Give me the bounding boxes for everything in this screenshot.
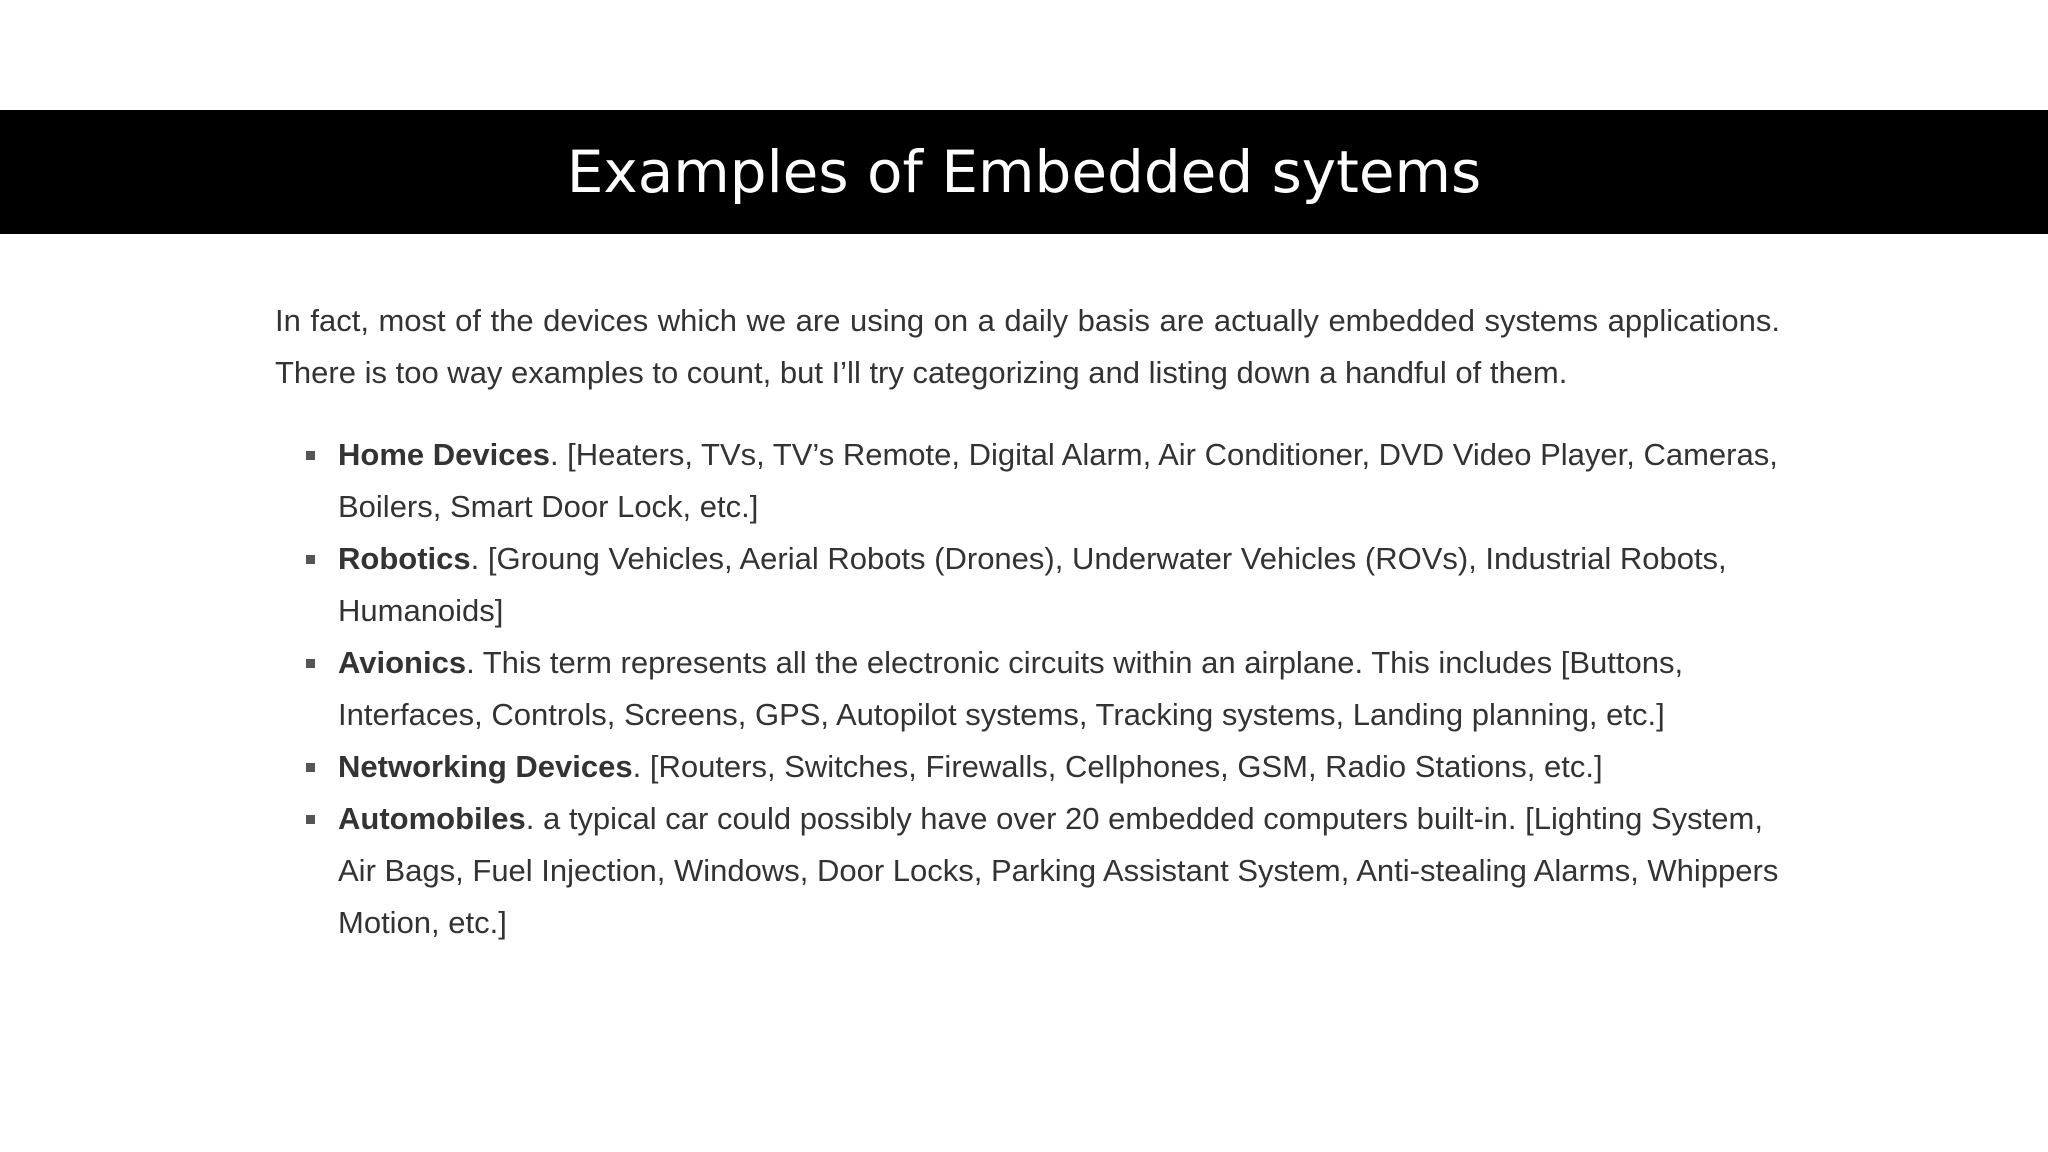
category-list — [275, 429, 1780, 949]
list-item-networking-devices — [338, 741, 1780, 793]
item-text: . This term represents all the electronic circuits within an airplane. This includes [Buttons, Interfaces, Controls, Screens, GPS, Autopilot systems, Tracking systems, Landing planning, etc.] — [338, 645, 1684, 732]
item-text: . [Heaters, TVs, TV’s Remote, Digital Alarm, Air Conditioner, DVD Video Player, Cameras, Boilers, Smart Door Lock, etc.] — [338, 437, 1778, 524]
item-heading: Networking Devices — [338, 749, 633, 784]
square-bullet-icon — [306, 763, 315, 772]
intro-paragraph: In fact, most of the devices which we are using on a daily basis are actually embedded systems applications. There is too way examples to count, but I’ll try categorizing and listing down a handful of them. — [275, 303, 1780, 390]
title-band — [0, 110, 2048, 234]
item-heading: Robotics — [338, 541, 471, 576]
square-bullet-icon — [306, 815, 315, 824]
item-heading: Home Devices — [338, 437, 550, 472]
list-item-robotics — [338, 533, 1780, 637]
item-text: . a typical car could possibly have over 20 embedded computers built-in. [Lighting System, Air Bags, Fuel Injection, Windows, Door Locks, Parking Assistant System, Anti-stealing Alarms, Whippers Motion, etc.] — [338, 801, 1779, 940]
item-heading: Avionics — [338, 645, 467, 680]
slide-title: Examples of Embedded sytems — [566, 138, 1482, 206]
square-bullet-icon — [306, 659, 315, 668]
list-item-home-devices — [338, 429, 1780, 533]
item-heading: Automobiles — [338, 801, 526, 836]
item-text: . [Groung Vehicles, Aerial Robots (Drones), Underwater Vehicles (ROVs), Industrial Robots, Humanoids] — [338, 541, 1727, 628]
square-bullet-icon — [306, 451, 315, 460]
list-item-automobiles — [338, 793, 1780, 949]
square-bullet-icon — [306, 555, 315, 564]
item-text: . [Routers, Switches, Firewalls, Cellphones, GSM, Radio Stations, etc.] — [632, 749, 1603, 784]
list-item-avionics — [338, 637, 1780, 741]
slide-content — [275, 295, 1780, 949]
